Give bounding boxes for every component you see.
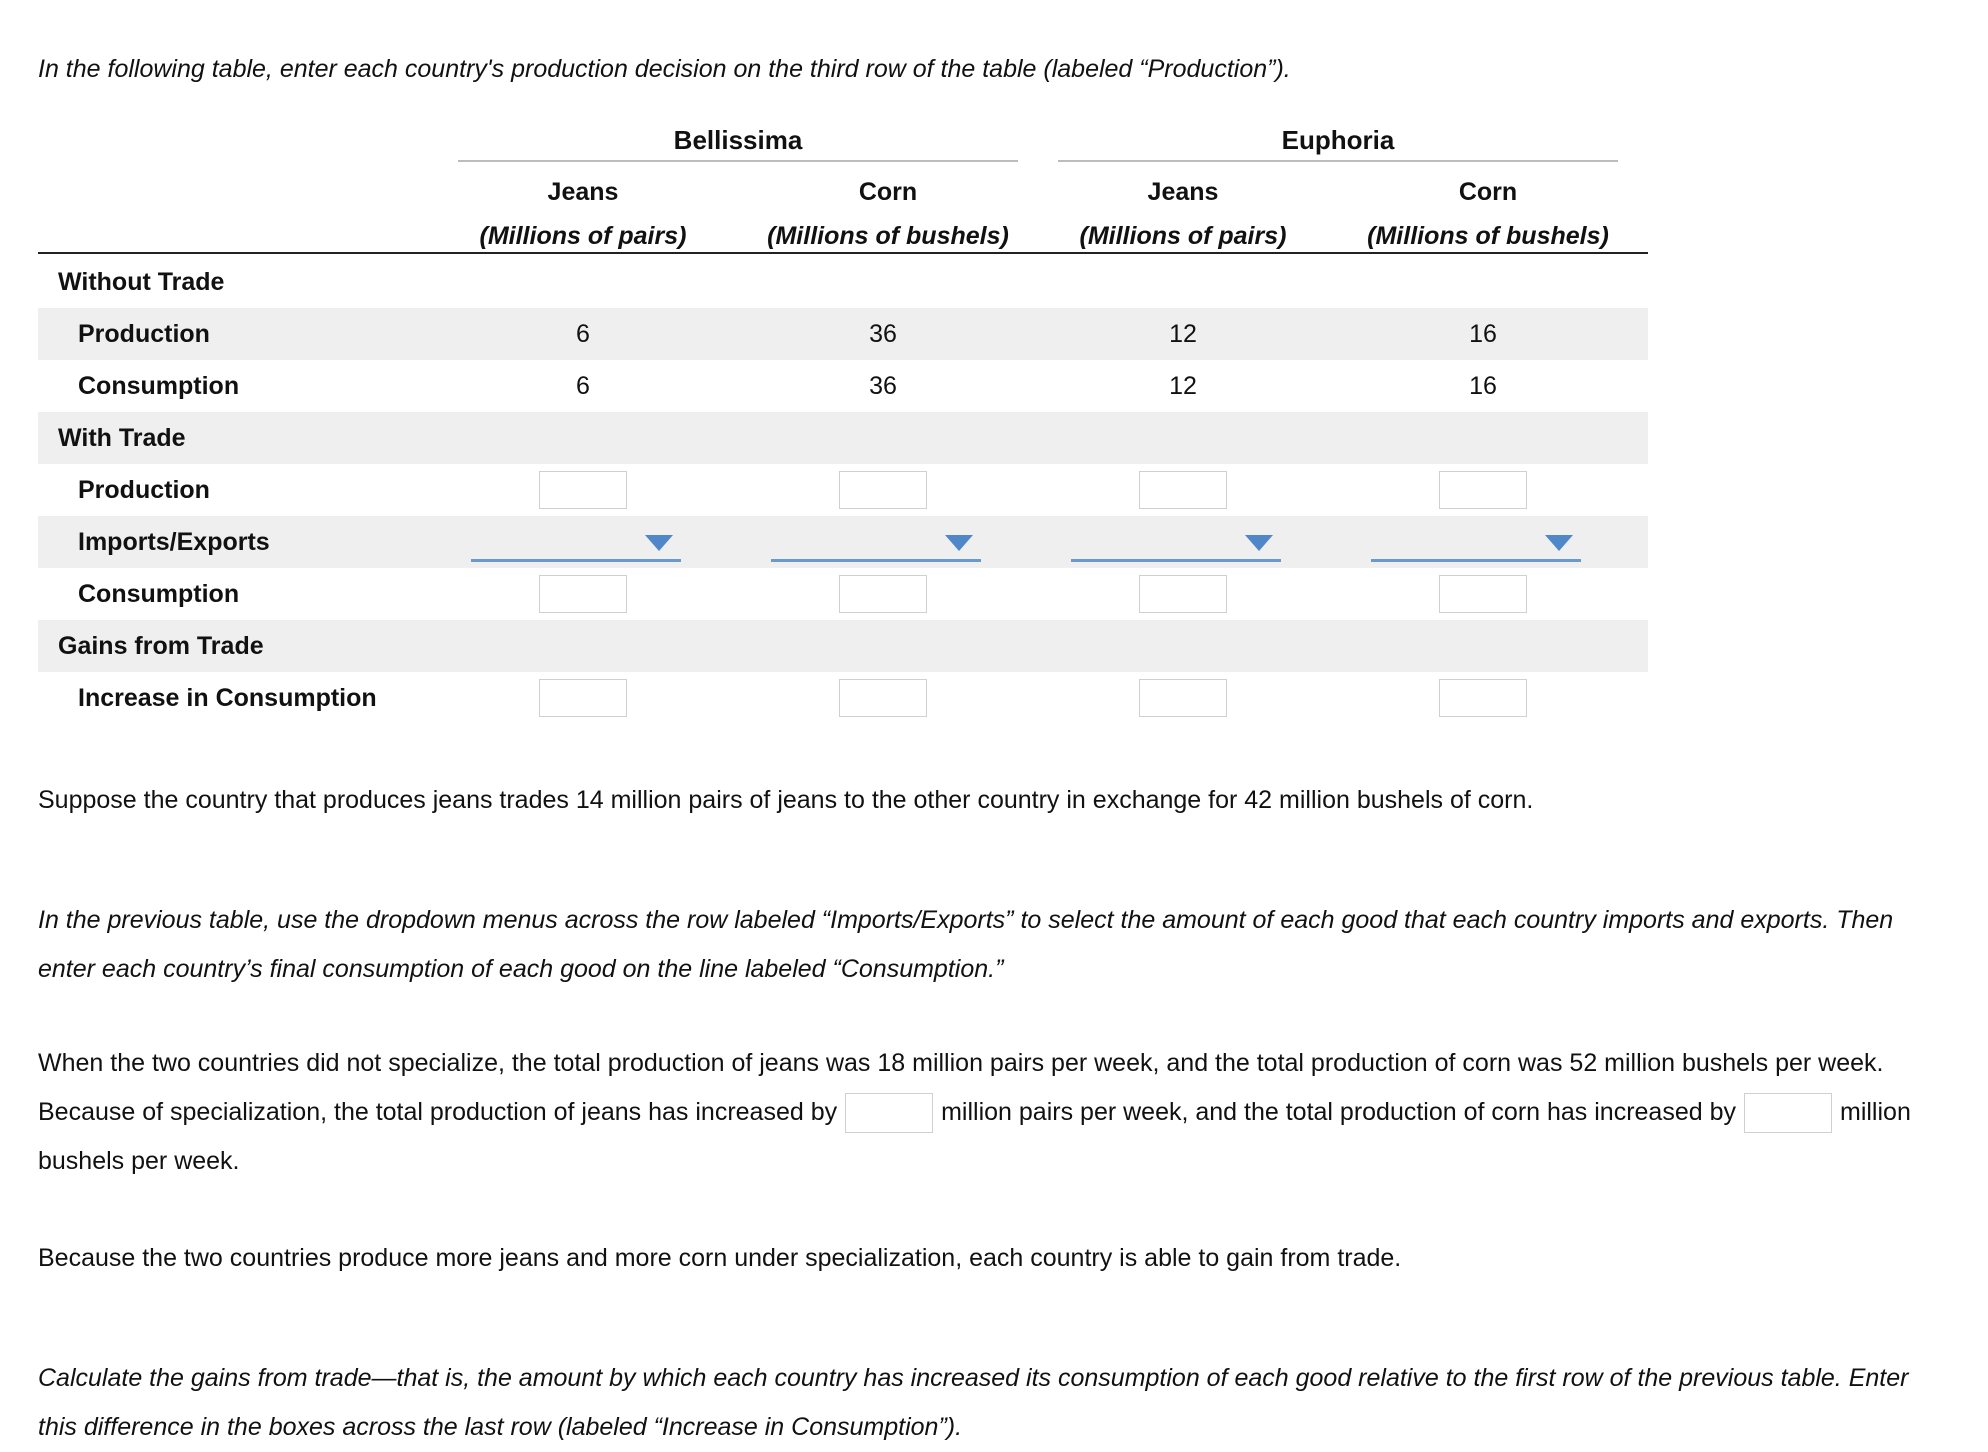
consumption-input[interactable] xyxy=(1439,575,1527,613)
consumption-input[interactable] xyxy=(539,575,627,613)
row-with-trade xyxy=(38,412,1648,464)
dropdown-arrow-icon[interactable] xyxy=(945,535,973,551)
corn-increase-input[interactable] xyxy=(1744,1093,1832,1133)
row-without-trade-consumption xyxy=(38,360,1648,412)
col-header-unit: (Millions of pairs) xyxy=(479,222,687,250)
production-input[interactable] xyxy=(1139,471,1227,509)
consumption-input[interactable] xyxy=(1139,575,1227,613)
value-cell: 12 xyxy=(1169,320,1197,348)
row-increase-in-consumption xyxy=(38,672,1648,724)
col-header-good: Jeans xyxy=(1147,178,1219,206)
value-cell: 12 xyxy=(1169,372,1197,400)
trade-description: Suppose the country that produces jeans trades 14 million pairs of jeans to the other country in exchange for 42 million bushels of corn. xyxy=(38,786,1534,814)
row-label-imports-exports: Imports/Exports xyxy=(78,528,270,556)
country-rule xyxy=(1058,160,1618,162)
section-label-gains: Gains from Trade xyxy=(58,632,264,660)
col-header-good: Corn xyxy=(1458,178,1518,206)
specialization-text-2: million pairs per week, and the total production of corn has increased by xyxy=(941,1098,1736,1126)
increase-input[interactable] xyxy=(539,679,627,717)
dropdown-arrow-icon[interactable] xyxy=(1245,535,1273,551)
imports-exports-dropdown[interactable] xyxy=(771,524,981,562)
row-label-production: Production xyxy=(78,320,210,348)
header-rule xyxy=(38,252,1648,254)
dropdown-underline xyxy=(1071,559,1281,562)
row-label-increase: Increase in Consumption xyxy=(78,684,377,712)
value-cell: 16 xyxy=(1469,372,1497,400)
row-label-consumption: Consumption xyxy=(78,372,240,400)
production-input[interactable] xyxy=(1439,471,1527,509)
value-cell: 6 xyxy=(576,320,590,348)
imports-exports-dropdown[interactable] xyxy=(1071,524,1281,562)
section-label-with-trade: With Trade xyxy=(58,424,186,452)
conclusion-text: Because the two countries produce more jeans and more corn under specialization, each country is able to gain from trade. xyxy=(38,1244,1402,1272)
row-imports-exports xyxy=(38,516,1648,568)
jeans-increase-input[interactable] xyxy=(845,1093,933,1133)
row-without-trade-production xyxy=(38,308,1648,360)
col-header-unit: (Millions of bushels) xyxy=(767,222,1009,250)
dropdown-instructions: In the previous table, use the dropdown menus across the row labeled “Imports/Exports” to select the amount of each good that each country imports and exports. Then enter each country’s final consumption of each good on the line labeled “Consumption.” xyxy=(38,906,1894,983)
production-input[interactable] xyxy=(539,471,627,509)
row-with-trade-production xyxy=(38,464,1648,516)
value-cell: 36 xyxy=(869,372,897,400)
col-header-unit: (Millions of pairs) xyxy=(1079,222,1287,250)
dropdown-arrow-icon[interactable] xyxy=(1545,535,1573,551)
value-cell: 6 xyxy=(576,372,590,400)
country-euphoria: Euphoria xyxy=(1281,125,1395,155)
country-rule xyxy=(458,160,1018,162)
value-cell: 16 xyxy=(1469,320,1497,348)
dropdown-arrow-icon[interactable] xyxy=(645,535,673,551)
row-label-consumption: Consumption xyxy=(78,580,240,608)
dropdown-underline xyxy=(471,559,681,562)
row-gains-from-trade xyxy=(38,620,1648,672)
col-header-unit: (Millions of bushels) xyxy=(1367,222,1609,250)
dropdown-underline xyxy=(771,559,981,562)
production-input[interactable] xyxy=(839,471,927,509)
row-with-trade-consumption xyxy=(38,568,1648,620)
imports-exports-dropdown[interactable] xyxy=(1371,524,1581,562)
row-without-trade xyxy=(38,256,1648,308)
dropdown-underline xyxy=(1371,559,1581,562)
imports-exports-dropdown[interactable] xyxy=(471,524,681,562)
country-bellissima: Bellissima xyxy=(673,125,803,155)
increase-input[interactable] xyxy=(839,679,927,717)
row-label-production: Production xyxy=(78,476,210,504)
consumption-input[interactable] xyxy=(839,575,927,613)
value-cell: 36 xyxy=(869,320,897,348)
increase-input[interactable] xyxy=(1439,679,1527,717)
specialization-text-3: million bushels per week. xyxy=(38,1098,1911,1175)
intro-instructions: In the following table, enter each country's production decision on the third row of the table (labeled “Production”). xyxy=(38,55,1291,83)
gains-instructions: Calculate the gains from trade—that is, the amount by which each country has increased its consumption of each good relative to the first row of the previous table. Enter this difference in the boxes across the last row (labeled “Increase in Consumption”). xyxy=(38,1364,1909,1441)
specialization-paragraph xyxy=(38,1039,1938,1186)
increase-input[interactable] xyxy=(1139,679,1227,717)
col-header-good: Corn xyxy=(858,178,918,206)
section-label-without-trade: Without Trade xyxy=(58,268,225,296)
col-header-good: Jeans xyxy=(547,178,619,206)
specialization-text-1: When the two countries did not specialize, the total production of jeans was 18 million pairs per week, and the total production of corn was 52 million bushels per week. Because of specialization, the total production of jeans has increased by xyxy=(38,1049,1884,1126)
